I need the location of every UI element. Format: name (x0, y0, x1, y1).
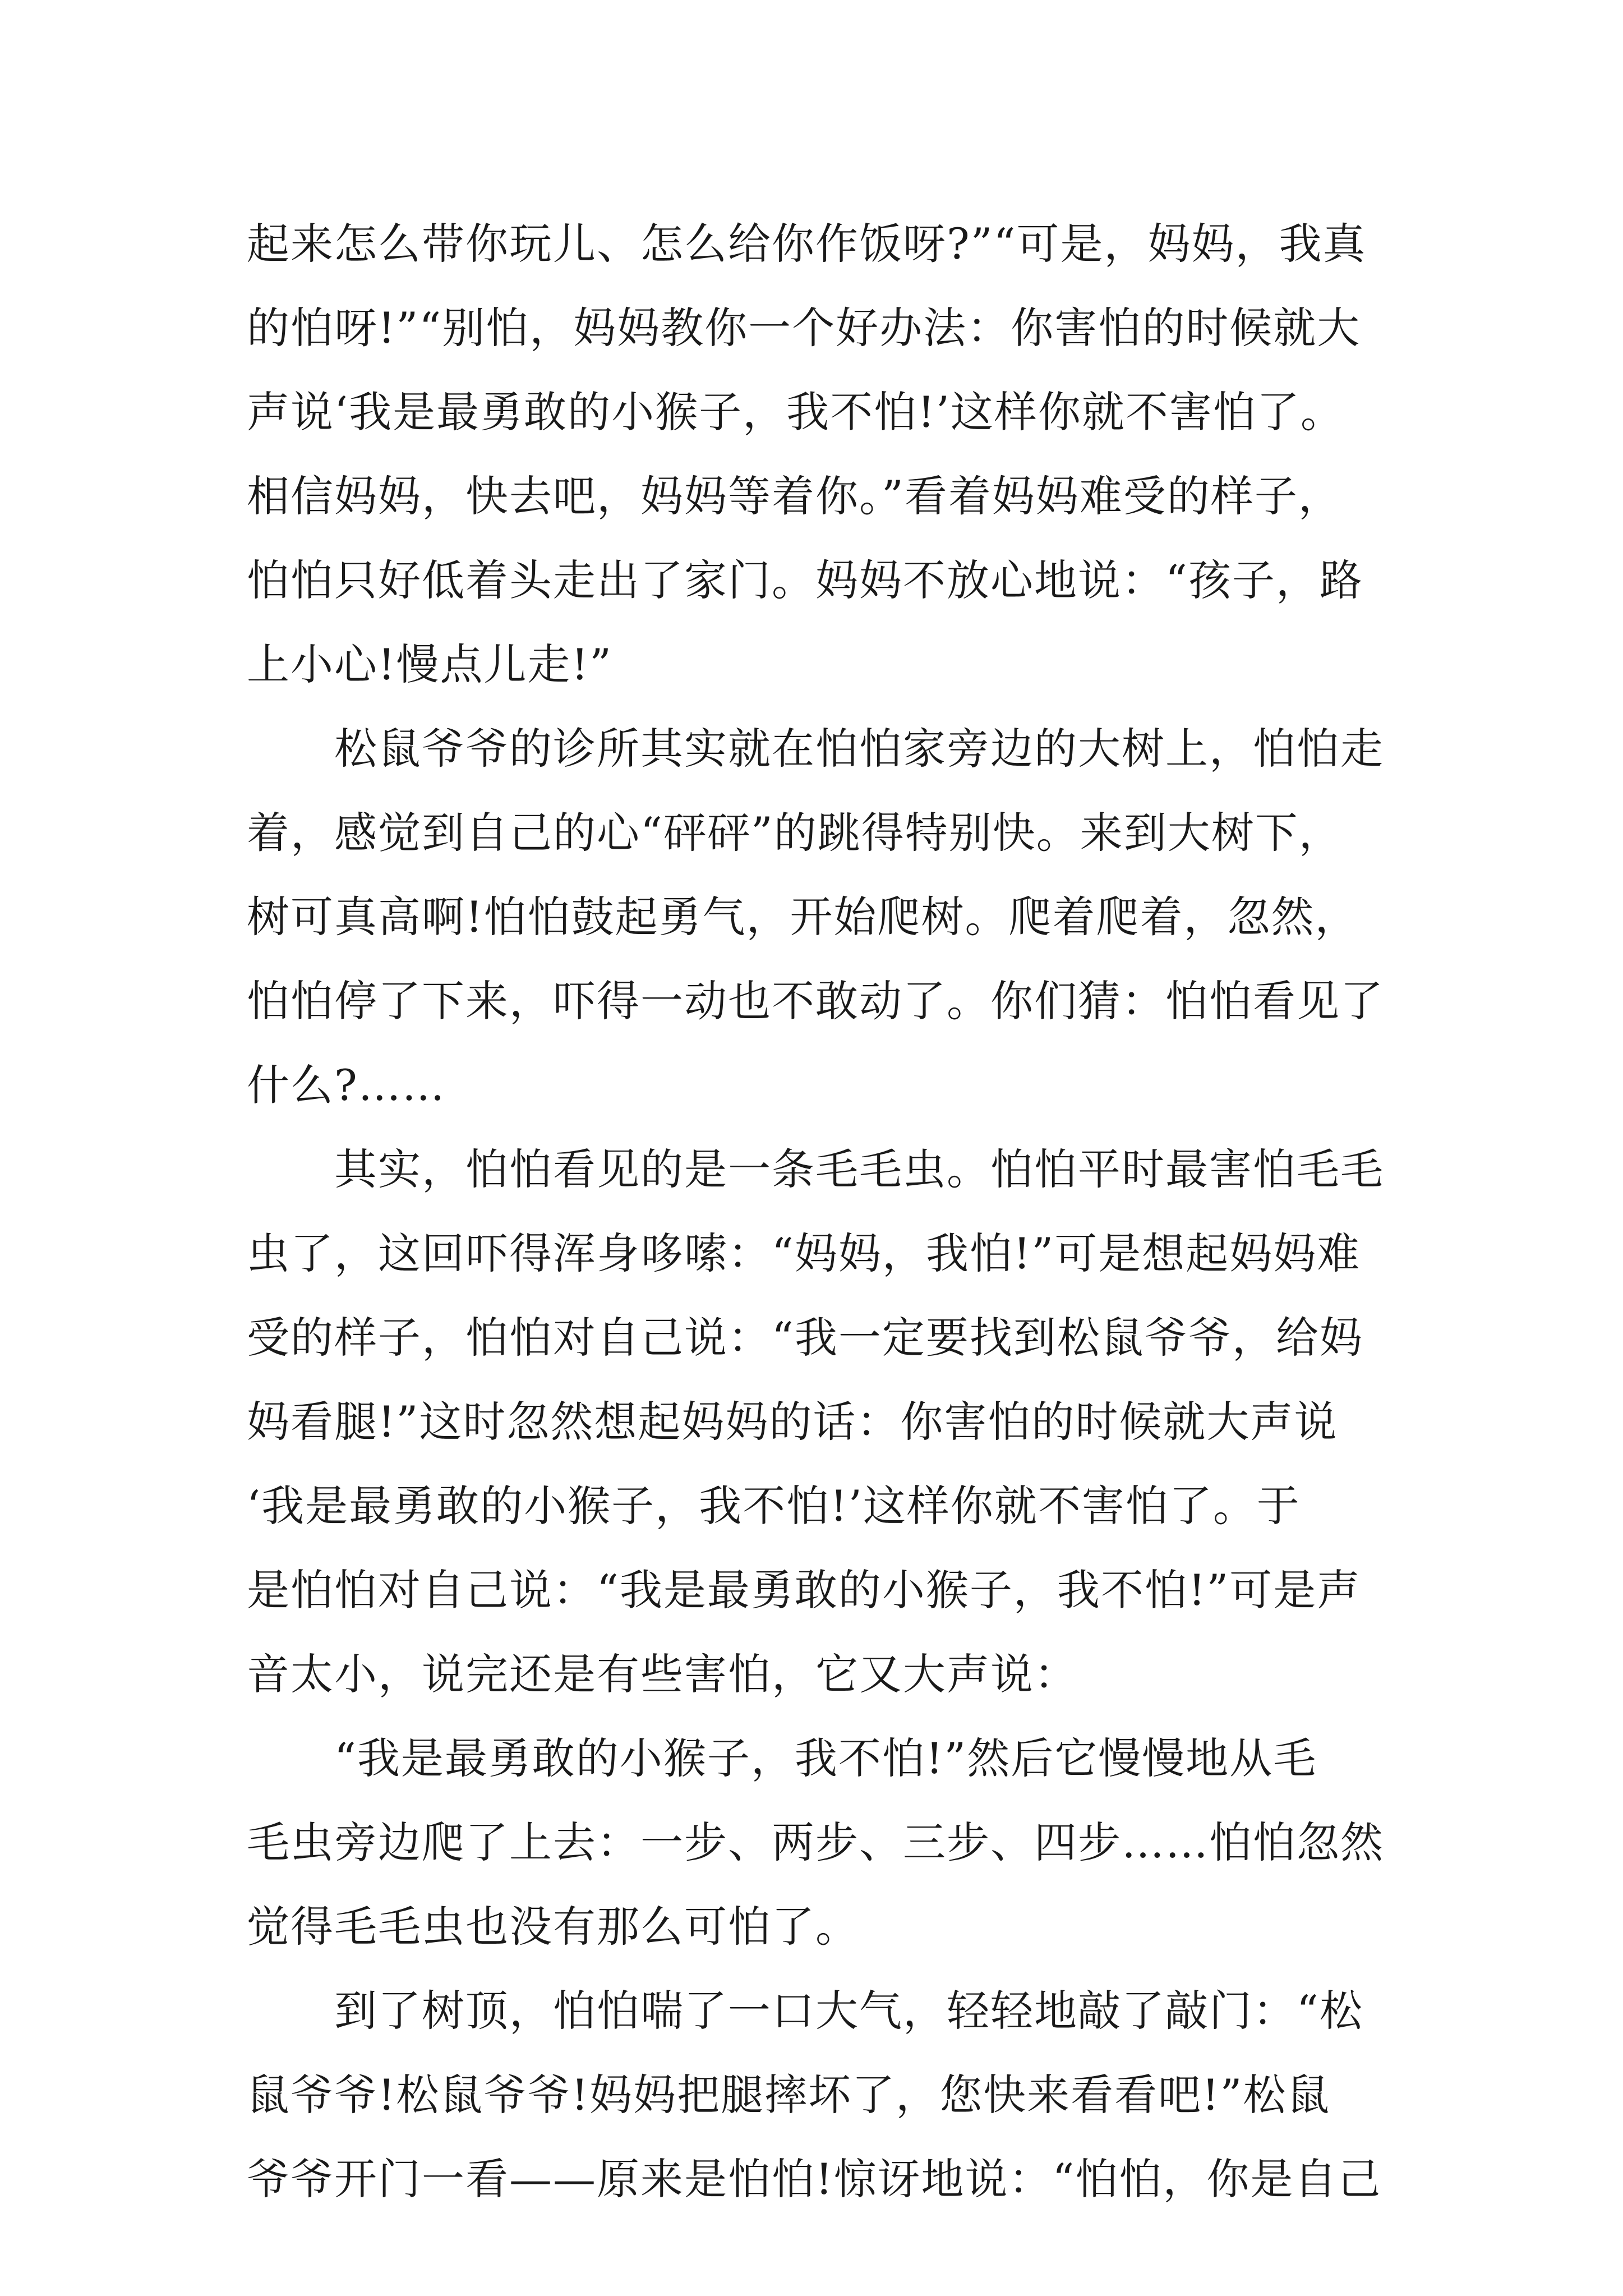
text-line: 怕怕只好低着头走出了家门。妈妈不放心地说：“孩子，路 (247, 555, 1363, 605)
story-text (247, 202, 1447, 2221)
text-line: 怕怕停了下来，吓得一动也不敢动了。你们猜：怕怕看见了 (247, 976, 1384, 1026)
text-line: 松鼠爷爷的诊所其实就在怕怕家旁边的大树上，怕怕走 (247, 724, 1384, 774)
text-line: 树可真高啊!怕怕鼓起勇气，开始爬树。爬着爬着，忽然， (247, 892, 1359, 942)
text-line: 上小心!慢点儿走!” (247, 639, 612, 689)
text-line: 毛虫旁边爬了上去：一步、两步、三步、四步……怕怕忽然 (247, 1818, 1384, 1867)
text-line: 着，感觉到自己的心“砰砰”的跳得特别快。来到大树下， (247, 808, 1343, 858)
text-line: 相信妈妈，快去吧，妈妈等着你。”看着妈妈难受的样子， (247, 471, 1342, 521)
text-line: ‘我是最勇敢的小猴子，我不怕!’这样你就不害怕了。于 (247, 1481, 1301, 1531)
text-line: 什么?…… (247, 1060, 446, 1110)
text-line: 起来怎么带你玩儿、怎么给你作饭呀?”“可是，妈妈，我真 (247, 219, 1367, 269)
text-line: 的怕呀!”“别怕，妈妈教你一个好办法：你害怕的时候就大 (247, 303, 1361, 353)
text-line: 是怕怕对自己说：“我是最勇敢的小猴子，我不怕!”可是声 (247, 1565, 1361, 1615)
text-line: 爷爷开门一看——原来是怕怕!惊讶地说：“怕怕，你是自己 (247, 2154, 1382, 2204)
text-line: 妈看腿!”这时忽然想起妈妈的话：你害怕的时候就大声说 (247, 1397, 1338, 1447)
text-line: “我是最勇敢的小猴子，我不怕!”然后它慢慢地从毛 (247, 1733, 1317, 1783)
text-line: 音太小，说完还是有些害怕，它又大声说： (247, 1649, 1078, 1699)
text-line: 到了树顶，怕怕喘了一口大气，轻轻地敲了敲门：“松 (247, 1986, 1363, 2036)
text-line: 虫了，这回吓得浑身哆嗦：“妈妈，我怕!”可是想起妈妈难 (247, 1228, 1361, 1278)
text-line: 其实，怕怕看见的是一条毛毛虫。怕怕平时最害怕毛毛 (247, 1144, 1384, 1194)
text-line: 觉得毛毛虫也没有那么可怕了。 (247, 1902, 859, 1952)
text-line: 声说‘我是最勇敢的小猴子，我不怕!’这样你就不害怕了。 (247, 387, 1344, 437)
text-line: 受的样子，怕怕对自己说：“我一定要找到松鼠爷爷，给妈 (247, 1313, 1363, 1363)
text-line: 鼠爷爷!松鼠爷爷!妈妈把腿摔坏了，您快来看看吧!”松鼠 (247, 2070, 1331, 2120)
